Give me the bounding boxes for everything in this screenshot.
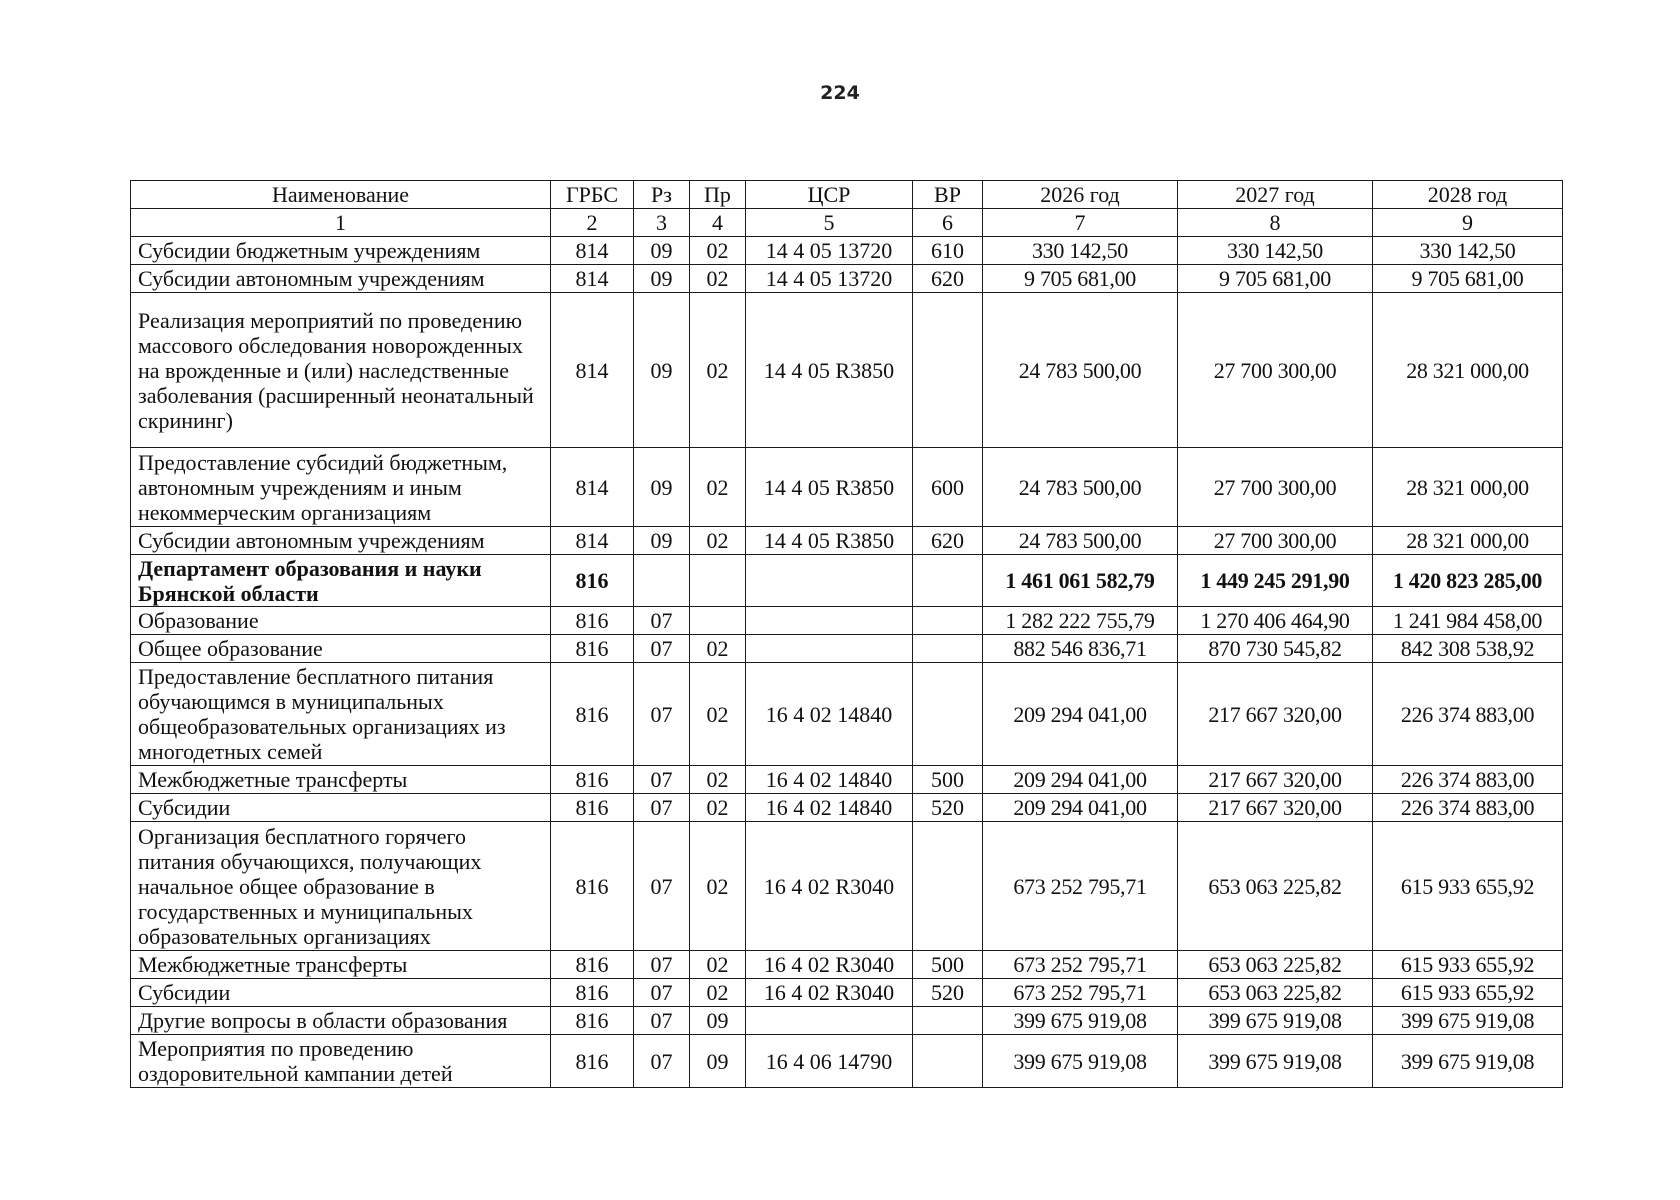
cell-grbs: 816 [551, 951, 634, 979]
column-number: 5 [746, 209, 913, 237]
column-number: 8 [1178, 209, 1373, 237]
cell-pr: 02 [690, 293, 746, 448]
cell-grbs: 816 [551, 822, 634, 951]
cell-grbs: 816 [551, 794, 634, 822]
header-cell-rz: Рз [634, 181, 690, 209]
cell-2028: 1 420 823 285,00 [1373, 555, 1563, 607]
cell-rz: 09 [634, 448, 690, 527]
cell-rz: 09 [634, 237, 690, 265]
cell-2026: 399 675 919,08 [983, 1007, 1178, 1035]
cell-csr [746, 555, 913, 607]
table-row [131, 979, 1563, 1007]
cell-2028: 1 241 984 458,00 [1373, 607, 1563, 635]
cell-grbs: 816 [551, 635, 634, 663]
table-row [131, 293, 1563, 448]
cell-2026: 9 705 681,00 [983, 265, 1178, 293]
cell-2027: 27 700 300,00 [1178, 293, 1373, 448]
cell-grbs: 816 [551, 979, 634, 1007]
cell-name: Субсидии автономным учреждениям [131, 265, 551, 293]
cell-2027: 1 270 406 464,90 [1178, 607, 1373, 635]
cell-2027: 653 063 225,82 [1178, 951, 1373, 979]
cell-2027: 217 667 320,00 [1178, 663, 1373, 766]
cell-vr: 500 [913, 951, 983, 979]
cell-pr: 02 [690, 766, 746, 794]
cell-name: Предоставление бесплатного питания обучающимся в муниципальных общеобразовательных организациях из многодетных семей [131, 663, 551, 766]
cell-rz: 09 [634, 293, 690, 448]
cell-pr: 02 [690, 237, 746, 265]
cell-2026: 24 783 500,00 [983, 293, 1178, 448]
cell-2026: 399 675 919,08 [983, 1035, 1178, 1088]
cell-2028: 9 705 681,00 [1373, 265, 1563, 293]
cell-vr [913, 635, 983, 663]
cell-2026: 330 142,50 [983, 237, 1178, 265]
cell-rz: 07 [634, 979, 690, 1007]
cell-grbs: 816 [551, 1035, 634, 1088]
cell-grbs: 816 [551, 555, 634, 607]
cell-name: Мероприятия по проведению оздоровительной кампании детей [131, 1035, 551, 1088]
cell-2028: 615 933 655,92 [1373, 979, 1563, 1007]
table-row [131, 822, 1563, 951]
cell-2026: 209 294 041,00 [983, 766, 1178, 794]
cell-name: Реализация мероприятий по проведению массового обследования новорожденных на врожденные и (или) наследственные заболевания (расширенный неонатальный скрининг) [131, 293, 551, 448]
cell-2028: 226 374 883,00 [1373, 794, 1563, 822]
cell-pr: 02 [690, 663, 746, 766]
cell-2026: 673 252 795,71 [983, 822, 1178, 951]
column-number: 1 [131, 209, 551, 237]
cell-grbs: 816 [551, 1007, 634, 1035]
cell-csr: 16 4 02 R3040 [746, 822, 913, 951]
cell-pr [690, 607, 746, 635]
cell-csr: 16 4 06 14790 [746, 1035, 913, 1088]
cell-grbs: 814 [551, 527, 634, 555]
cell-2026: 209 294 041,00 [983, 663, 1178, 766]
cell-csr: 14 4 05 R3850 [746, 293, 913, 448]
cell-vr [913, 822, 983, 951]
cell-2028: 399 675 919,08 [1373, 1035, 1563, 1088]
cell-grbs: 814 [551, 237, 634, 265]
cell-csr [746, 1007, 913, 1035]
header-cell-grbs: ГРБС [551, 181, 634, 209]
cell-2026: 24 783 500,00 [983, 448, 1178, 527]
cell-2027: 27 700 300,00 [1178, 448, 1373, 527]
table-row [131, 555, 1563, 607]
cell-2028: 330 142,50 [1373, 237, 1563, 265]
cell-2027: 653 063 225,82 [1178, 979, 1373, 1007]
cell-2028: 615 933 655,92 [1373, 951, 1563, 979]
cell-2026: 673 252 795,71 [983, 979, 1178, 1007]
table-row [131, 794, 1563, 822]
cell-vr [913, 1035, 983, 1088]
table-row [131, 527, 1563, 555]
cell-pr: 02 [690, 527, 746, 555]
cell-vr: 520 [913, 979, 983, 1007]
cell-grbs: 814 [551, 265, 634, 293]
cell-vr: 600 [913, 448, 983, 527]
cell-csr: 14 4 05 13720 [746, 265, 913, 293]
cell-2027: 27 700 300,00 [1178, 527, 1373, 555]
column-number: 9 [1373, 209, 1563, 237]
cell-grbs: 816 [551, 766, 634, 794]
column-number: 4 [690, 209, 746, 237]
budget-table [130, 180, 1563, 1088]
cell-name: Межбюджетные трансферты [131, 951, 551, 979]
cell-pr: 09 [690, 1007, 746, 1035]
cell-csr: 16 4 02 R3040 [746, 951, 913, 979]
cell-grbs: 816 [551, 663, 634, 766]
cell-name: Предоставление субсидий бюджетным, автономным учреждениям и иным некоммерческим организациям [131, 448, 551, 527]
table-row [131, 448, 1563, 527]
table-body [131, 181, 1563, 1088]
cell-2026: 882 546 836,71 [983, 635, 1178, 663]
cell-name: Субсидии автономным учреждениям [131, 527, 551, 555]
cell-name: Общее образование [131, 635, 551, 663]
cell-2028: 842 308 538,92 [1373, 635, 1563, 663]
column-number: 3 [634, 209, 690, 237]
header-row [131, 181, 1563, 209]
cell-csr [746, 635, 913, 663]
cell-2028: 28 321 000,00 [1373, 293, 1563, 448]
cell-rz: 09 [634, 527, 690, 555]
cell-pr: 02 [690, 951, 746, 979]
cell-2028: 399 675 919,08 [1373, 1007, 1563, 1035]
cell-rz: 07 [634, 635, 690, 663]
header-cell-name: Наименование [131, 181, 551, 209]
cell-rz: 07 [634, 794, 690, 822]
cell-vr [913, 663, 983, 766]
cell-2027: 217 667 320,00 [1178, 794, 1373, 822]
cell-csr: 14 4 05 13720 [746, 237, 913, 265]
cell-name: Субсидии бюджетным учреждениям [131, 237, 551, 265]
cell-vr: 620 [913, 527, 983, 555]
cell-2027: 653 063 225,82 [1178, 822, 1373, 951]
cell-pr: 02 [690, 448, 746, 527]
cell-csr: 14 4 05 R3850 [746, 527, 913, 555]
cell-name: Субсидии [131, 794, 551, 822]
cell-grbs: 814 [551, 448, 634, 527]
header-cell-2026: 2026 год [983, 181, 1178, 209]
cell-2026: 1 282 222 755,79 [983, 607, 1178, 635]
header-cell-pr: Пр [690, 181, 746, 209]
table-row [131, 663, 1563, 766]
cell-vr: 500 [913, 766, 983, 794]
cell-rz: 07 [634, 822, 690, 951]
cell-csr [746, 607, 913, 635]
cell-vr [913, 1007, 983, 1035]
table-row [131, 237, 1563, 265]
header-cell-vr: ВР [913, 181, 983, 209]
cell-2027: 1 449 245 291,90 [1178, 555, 1373, 607]
cell-rz: 07 [634, 766, 690, 794]
cell-2027: 399 675 919,08 [1178, 1007, 1373, 1035]
column-number: 7 [983, 209, 1178, 237]
cell-pr: 02 [690, 635, 746, 663]
cell-vr: 620 [913, 265, 983, 293]
cell-2027: 399 675 919,08 [1178, 1035, 1373, 1088]
cell-rz: 09 [634, 265, 690, 293]
cell-pr: 09 [690, 1035, 746, 1088]
cell-2026: 209 294 041,00 [983, 794, 1178, 822]
table-row [131, 265, 1563, 293]
cell-2028: 28 321 000,00 [1373, 448, 1563, 527]
table-row [131, 1035, 1563, 1088]
cell-vr [913, 555, 983, 607]
cell-name: Межбюджетные трансферты [131, 766, 551, 794]
cell-grbs: 816 [551, 607, 634, 635]
page-number: 224 [820, 82, 860, 104]
cell-csr: 16 4 02 14840 [746, 766, 913, 794]
cell-name: Другие вопросы в области образования [131, 1007, 551, 1035]
header-cell-2027: 2027 год [1178, 181, 1373, 209]
cell-2028: 28 321 000,00 [1373, 527, 1563, 555]
cell-2026: 673 252 795,71 [983, 951, 1178, 979]
cell-pr [690, 555, 746, 607]
cell-vr: 520 [913, 794, 983, 822]
cell-vr: 610 [913, 237, 983, 265]
cell-name: Субсидии [131, 979, 551, 1007]
column-number: 6 [913, 209, 983, 237]
cell-vr [913, 607, 983, 635]
cell-rz: 07 [634, 951, 690, 979]
table-row [131, 766, 1563, 794]
cell-2028: 226 374 883,00 [1373, 766, 1563, 794]
cell-pr: 02 [690, 979, 746, 1007]
cell-2028: 226 374 883,00 [1373, 663, 1563, 766]
cell-rz: 07 [634, 1035, 690, 1088]
cell-name: Образование [131, 607, 551, 635]
table-row [131, 607, 1563, 635]
cell-name: Департамент образования и науки Брянской области [131, 555, 551, 607]
cell-grbs: 814 [551, 293, 634, 448]
cell-vr [913, 293, 983, 448]
cell-rz [634, 555, 690, 607]
cell-2027: 9 705 681,00 [1178, 265, 1373, 293]
cell-csr: 16 4 02 14840 [746, 794, 913, 822]
cell-2026: 1 461 061 582,79 [983, 555, 1178, 607]
cell-2027: 870 730 545,82 [1178, 635, 1373, 663]
cell-2027: 217 667 320,00 [1178, 766, 1373, 794]
cell-pr: 02 [690, 794, 746, 822]
cell-csr: 16 4 02 14840 [746, 663, 913, 766]
cell-2027: 330 142,50 [1178, 237, 1373, 265]
cell-pr: 02 [690, 822, 746, 951]
cell-rz: 07 [634, 663, 690, 766]
cell-rz: 07 [634, 607, 690, 635]
cell-csr: 16 4 02 R3040 [746, 979, 913, 1007]
cell-name: Организация бесплатного горячего питания обучающихся, получающих начальное общее образование в государственных и муниципальных образовательных организациях [131, 822, 551, 951]
cell-csr: 14 4 05 R3850 [746, 448, 913, 527]
cell-pr: 02 [690, 265, 746, 293]
column-number-row [131, 209, 1563, 237]
cell-2026: 24 783 500,00 [983, 527, 1178, 555]
table-row [131, 951, 1563, 979]
cell-2028: 615 933 655,92 [1373, 822, 1563, 951]
table-row [131, 635, 1563, 663]
header-cell-csr: ЦСР [746, 181, 913, 209]
header-cell-2028: 2028 год [1373, 181, 1563, 209]
cell-rz: 07 [634, 1007, 690, 1035]
column-number: 2 [551, 209, 634, 237]
table-row [131, 1007, 1563, 1035]
